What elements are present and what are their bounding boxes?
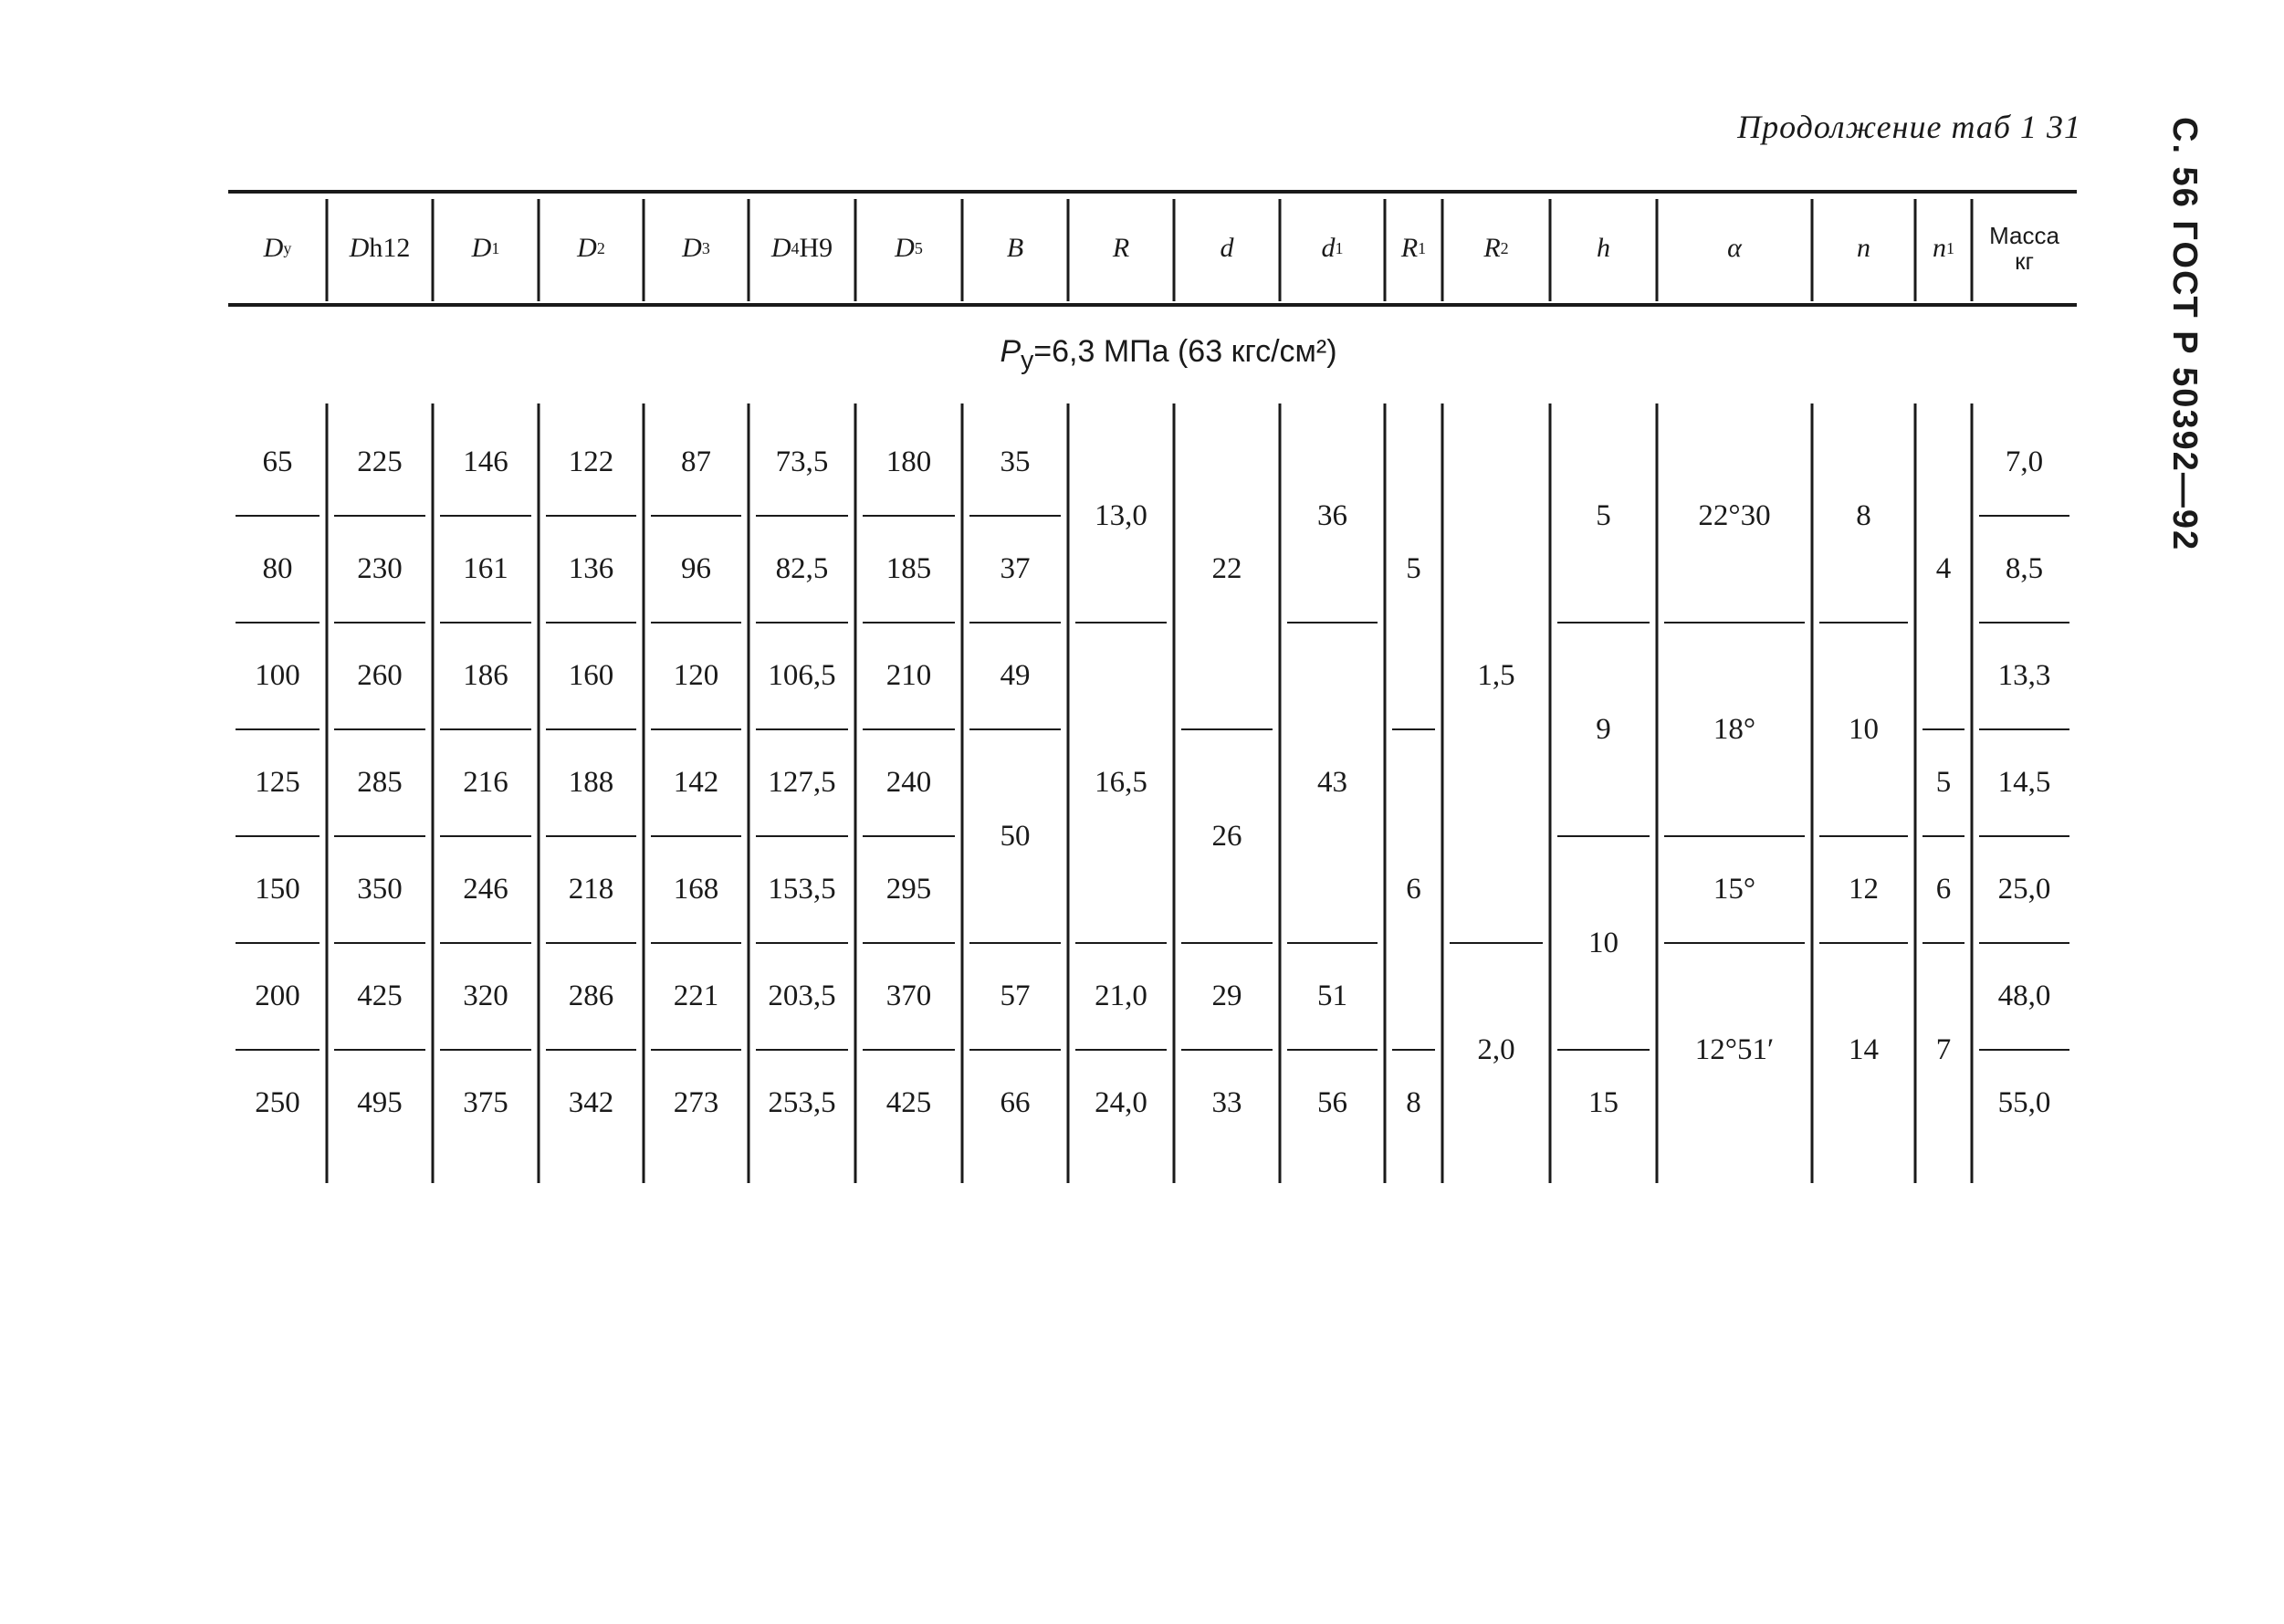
table-cell-d1: 51 xyxy=(1317,980,1347,1012)
header-cell xyxy=(433,192,539,305)
table-cell-D: 285 xyxy=(357,766,403,799)
header-cell xyxy=(1972,192,2077,305)
header-cell xyxy=(539,192,644,305)
table-cell-n1: 6 xyxy=(1935,873,1952,906)
table-cell-D3: 87 xyxy=(681,445,711,478)
header-symbol: D xyxy=(770,233,791,263)
table-cell-n: 12 xyxy=(1849,873,1879,906)
header-cell xyxy=(644,192,749,305)
table-cell-D1: 161 xyxy=(463,552,508,585)
table-cell-D4: 153,5 xyxy=(768,873,836,906)
table-cell-R: 21,0 xyxy=(1095,980,1147,1012)
table-cell-D5: 425 xyxy=(885,1086,932,1119)
table-cell-mass: 7,0 xyxy=(2005,445,2044,478)
header-cell xyxy=(962,192,1068,305)
table-cell-R1: 5 xyxy=(1406,552,1421,585)
table-cell-d1: 56 xyxy=(1317,1086,1347,1119)
table-cell-mass: 55,0 xyxy=(1997,1086,2051,1119)
table-cell-D3: 120 xyxy=(673,659,719,692)
header-subscript: 4 xyxy=(791,238,800,257)
continuation-title: Продолжение таб 1 31 xyxy=(1737,109,2081,145)
table-cell-Dy: 80 xyxy=(262,552,293,585)
table-cell-mass: 25,0 xyxy=(1997,873,2051,906)
table-cell-D: 225 xyxy=(357,445,403,478)
table-cell-n: 8 xyxy=(1856,498,1871,532)
header-cell xyxy=(1442,192,1550,305)
header-subscript: 2 xyxy=(596,238,605,257)
table-cell-D3: 273 xyxy=(673,1086,719,1119)
table-cell-D5: 240 xyxy=(885,766,932,799)
header-symbol: D xyxy=(349,233,370,263)
header-subscript: 1 xyxy=(1335,238,1344,257)
table-cell-D5: 295 xyxy=(885,873,932,906)
header-symbol: α xyxy=(1727,233,1742,263)
header-symbol: h xyxy=(1597,233,1610,263)
table-cell-D4: 253,5 xyxy=(768,1086,836,1119)
table-cell-D2: 188 xyxy=(568,766,614,799)
table-cell-mass: 13,3 xyxy=(1997,659,2051,692)
table-cell-h: 9 xyxy=(1596,712,1611,746)
header-cell xyxy=(1174,192,1280,305)
table-cell-n1: 5 xyxy=(1935,766,1952,799)
header-cell xyxy=(1385,192,1442,305)
header-subscript: 1 xyxy=(491,238,500,257)
table-cell-h: 15 xyxy=(1588,1086,1619,1119)
header-cell xyxy=(749,192,855,305)
header-symbol: D xyxy=(471,233,492,263)
table-cell-D: 350 xyxy=(357,873,403,906)
header-tolerance: H9 xyxy=(799,233,833,263)
table-cell-alpha: 18° xyxy=(1713,712,1756,746)
table-cell-R2: 2,0 xyxy=(1477,1032,1515,1066)
table-cell-Dy: 100 xyxy=(255,659,300,692)
table-cell-Dy: 150 xyxy=(255,873,300,906)
header-subscript: 3 xyxy=(701,238,710,257)
table-cell-D2: 342 xyxy=(568,1086,614,1119)
table-cell-D3: 96 xyxy=(681,552,711,585)
header-symbol: R xyxy=(1112,233,1130,263)
header-cell xyxy=(1812,192,1915,305)
table-cell-D4: 203,5 xyxy=(768,980,836,1012)
page-side-label: С. 56 ГОСТ Р 50392—92 xyxy=(2165,117,2204,552)
header-cell xyxy=(1657,192,1812,305)
table-cell-B: 50 xyxy=(1000,819,1031,853)
table-cell-R: 16,5 xyxy=(1095,766,1147,799)
header-subscript: 1 xyxy=(1946,238,1954,257)
header-symbol: d xyxy=(1220,233,1234,263)
header-tolerance: h12 xyxy=(369,233,411,263)
pressure-symbol: P xyxy=(1000,334,1022,369)
table-cell-Dy: 250 xyxy=(255,1086,300,1119)
table-cell-D1: 246 xyxy=(463,873,508,906)
header-cell xyxy=(327,192,433,305)
table-cell-n: 10 xyxy=(1849,712,1879,746)
table-cell-d: 33 xyxy=(1211,1086,1242,1119)
table-cell-d1: 43 xyxy=(1317,766,1347,799)
table-cell-D1: 186 xyxy=(463,659,508,692)
table-cell-D2: 136 xyxy=(568,552,614,585)
table-cell-R1: 8 xyxy=(1406,1086,1421,1119)
table-cell-Dy: 125 xyxy=(255,766,300,799)
header-symbol: D xyxy=(895,233,915,263)
table-cell-D5: 370 xyxy=(885,980,932,1012)
table-cell-B: 37 xyxy=(1000,552,1031,585)
table-cell-d: 22 xyxy=(1211,552,1242,585)
table-cell-D4: 127,5 xyxy=(768,766,836,799)
table-cell-D: 495 xyxy=(357,1086,403,1119)
table-cell-R2: 1,5 xyxy=(1477,659,1515,692)
table-cell-mass: 14,5 xyxy=(1997,766,2051,799)
header-subscript: 2 xyxy=(1500,238,1509,257)
table-cell-mass: 48,0 xyxy=(1997,980,2051,1012)
table-cell-Dy: 65 xyxy=(262,445,293,478)
table-cell-D: 230 xyxy=(357,552,403,585)
header-mass-label: Масса xyxy=(1989,222,2059,249)
header-symbol: d xyxy=(1321,233,1336,263)
table-cell-mass: 8,5 xyxy=(2005,552,2044,585)
table-cell-D5: 180 xyxy=(885,445,932,478)
header-symbol: n xyxy=(1857,233,1870,263)
header-symbol: D xyxy=(263,233,284,263)
table-cell-D4: 82,5 xyxy=(775,552,829,585)
table-cell-B: 49 xyxy=(1000,659,1031,692)
table-cell-B: 66 xyxy=(1000,1086,1031,1119)
table-cell-n1: 4 xyxy=(1935,552,1952,585)
header-cell xyxy=(855,192,962,305)
table-cell-n: 14 xyxy=(1849,1032,1879,1066)
header-symbol: n xyxy=(1933,233,1946,263)
table-cell-D2: 218 xyxy=(568,873,614,906)
table-cell-D3: 168 xyxy=(673,873,719,906)
header-mass-unit: кг xyxy=(2015,247,2034,275)
table-cell-d: 29 xyxy=(1211,980,1242,1012)
header-cell xyxy=(1915,192,1972,305)
table-cell-R: 24,0 xyxy=(1095,1086,1147,1119)
table-cell-h: 5 xyxy=(1596,498,1611,532)
table-cell-alpha: 15° xyxy=(1713,873,1756,906)
table-cell-D3: 221 xyxy=(673,980,719,1012)
table-cell-D1: 375 xyxy=(463,1086,508,1119)
table-cell-D1: 320 xyxy=(463,980,508,1012)
header-symbol: D xyxy=(577,233,597,263)
pressure-value: =6,3 МПа (63 кгс/см²) xyxy=(1033,334,1337,369)
table-cell-alpha: 22°30 xyxy=(1698,498,1771,532)
table-cell-D3: 142 xyxy=(673,766,719,799)
table-cell-d: 26 xyxy=(1211,819,1242,853)
header-symbol: D xyxy=(682,233,702,263)
table-cell-R1: 6 xyxy=(1406,873,1421,906)
header-cell xyxy=(1068,192,1174,305)
table-cell-D2: 160 xyxy=(568,659,614,692)
pressure-subscript: у xyxy=(1021,345,1034,375)
table-cell-B: 57 xyxy=(1000,980,1031,1012)
table-cell-n1: 7 xyxy=(1935,1032,1952,1066)
table-cell-d1: 36 xyxy=(1317,498,1347,532)
table-cell-D4: 73,5 xyxy=(775,445,829,478)
table-cell-h: 10 xyxy=(1588,926,1619,959)
table-cell-D1: 146 xyxy=(463,445,508,478)
table-cell-B: 35 xyxy=(1000,445,1031,478)
header-subscript: 5 xyxy=(914,238,923,257)
header-cell xyxy=(228,192,327,305)
header-symbol: B xyxy=(1006,233,1024,263)
table-cell-D2: 122 xyxy=(568,445,614,478)
table-cell-Dy: 200 xyxy=(255,980,300,1012)
table-cell-D4: 106,5 xyxy=(768,659,836,692)
table-cell-D1: 216 xyxy=(463,766,508,799)
table-cell-D5: 210 xyxy=(885,659,932,692)
table-cell-D5: 185 xyxy=(885,552,932,585)
header-symbol: R xyxy=(1483,233,1501,263)
header-cell xyxy=(1280,192,1385,305)
table-cell-alpha: 12°51′ xyxy=(1694,1032,1775,1066)
table-cell-D: 425 xyxy=(357,980,403,1012)
header-subscript: 1 xyxy=(1418,238,1427,257)
table-cell-R: 13,0 xyxy=(1095,498,1147,532)
table-cell-D2: 286 xyxy=(568,980,614,1012)
header-cell xyxy=(1550,192,1657,305)
table-cell-D: 260 xyxy=(357,659,403,692)
header-subscript: у xyxy=(283,238,292,257)
header-symbol: R xyxy=(1400,233,1419,263)
